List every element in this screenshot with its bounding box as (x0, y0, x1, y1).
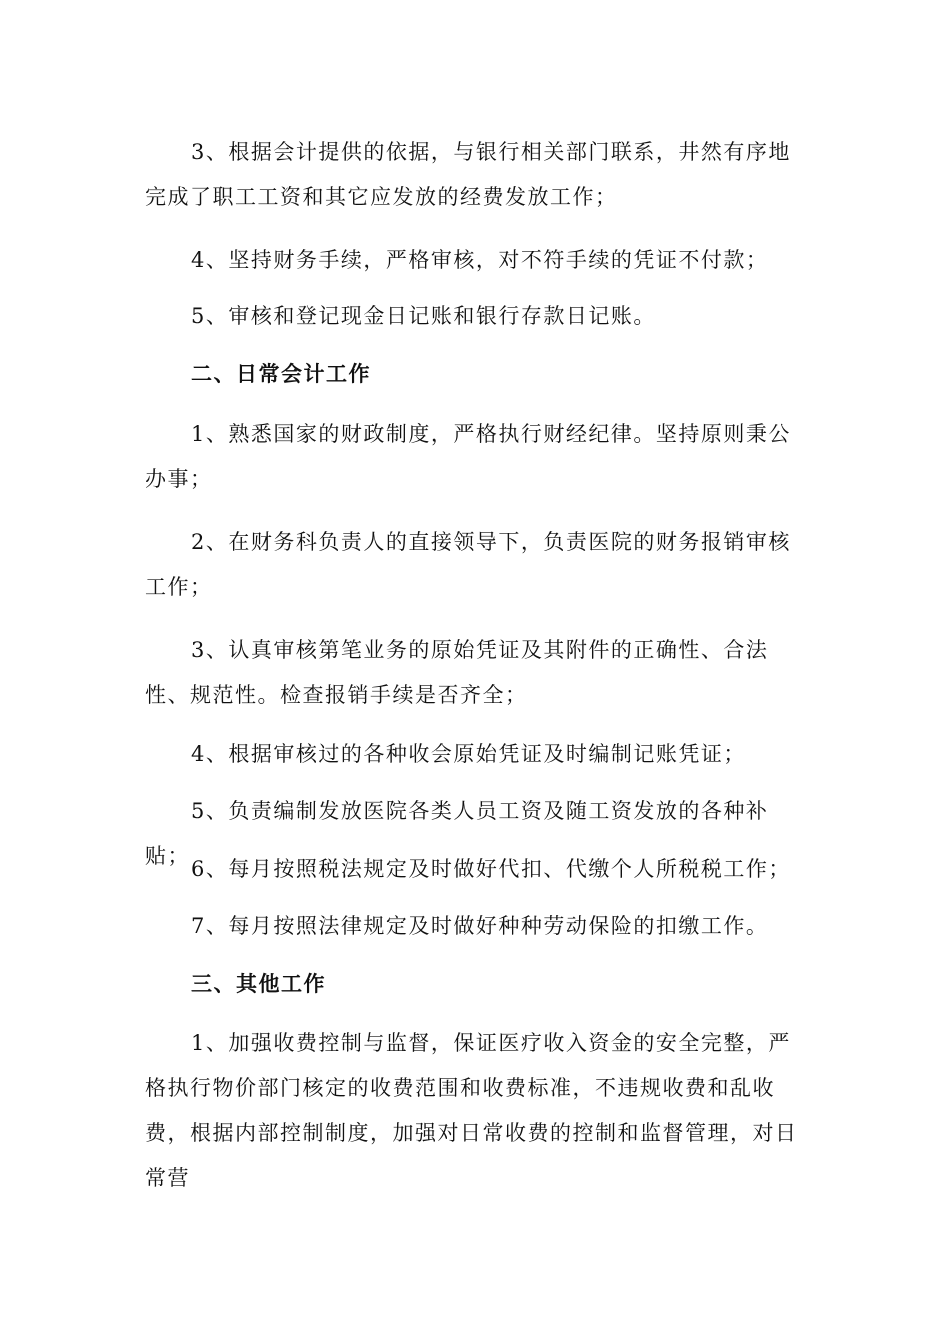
paragraph-3: 5、审核和登记现金日记账和银行存款日记账。 (191, 304, 656, 328)
section-heading-2: 二、日常会计工作 (191, 361, 371, 386)
paragraph-1: 3、根据会计提供的依据，与银行相关部门联系，井然有序地完成了职工工资和其它应发放的经费发放工作； (145, 140, 791, 209)
paragraph-2: 4、坚持财务手续，严格审核，对不符手续的凭证不付款； (191, 248, 769, 272)
paragraph-6: 3、认真审核第笔业务的原始凭证及其附件的正确性、合法性、规范性。检查报销手续是否齐全； (145, 638, 769, 707)
paragraph-10: 7、每月按照法律规定及时做好种种劳动保险的扣缴工作。 (191, 914, 769, 938)
section-heading-3: 三、其他工作 (191, 971, 326, 996)
paragraph-9: 6、每月按照税法规定及时做好代扣、代缴个人所税税工作； (191, 857, 791, 881)
paragraph-7: 4、根据审核过的各种收会原始凭证及时编制记账凭证； (191, 742, 746, 766)
paragraph-8: 5、负责编制发放医院各类人员工资及随工资发放的各种补贴； (145, 799, 769, 868)
paragraph-5: 2、在财务科负责人的直接领导下，负责医院的财务报销审核工作； (145, 530, 791, 599)
paragraph-11: 1、加强收费控制与监督，保证医疗收入资金的安全完整，严格执行物价部门核定的收费范围和收费标准，不违规收费和乱收费，根据内部控制制度，加强对日常收费的控制和监督管理，对日常营 (145, 1031, 798, 1190)
paragraph-4: 1、熟悉国家的财政制度，严格执行财经纪律。坚持原则秉公办事； (145, 422, 791, 491)
